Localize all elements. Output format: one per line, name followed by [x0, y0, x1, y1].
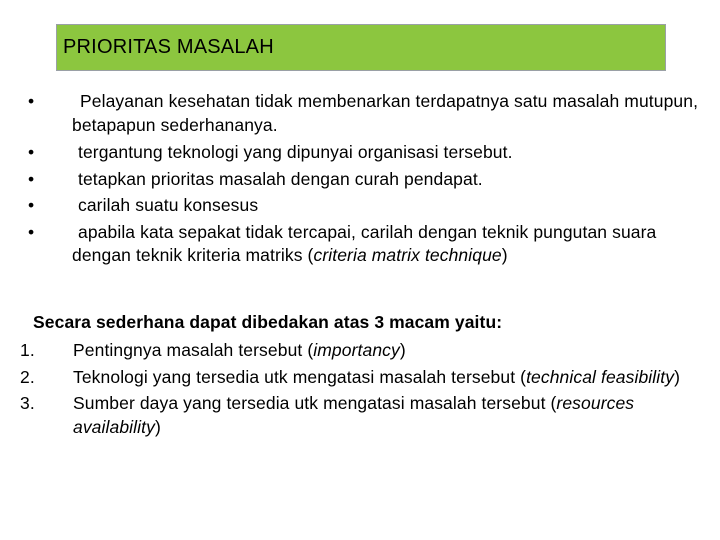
bullet-text — [72, 221, 702, 268]
bullet-icon: • — [28, 168, 35, 189]
list-item — [0, 194, 720, 218]
item-text-italic: importancy — [313, 340, 400, 360]
list-item — [0, 168, 720, 192]
item-number: 2. — [20, 366, 35, 387]
item-text-after: ) — [399, 340, 406, 360]
item-text-main: Pentingnya masalah tersebut ( — [73, 340, 314, 360]
bullet-list — [0, 90, 720, 268]
item-text — [73, 392, 703, 439]
item-text — [73, 339, 703, 363]
bullet-text: tergantung teknologi yang dipunyai organisasi tersebut. — [78, 142, 513, 162]
page-title: PRIORITAS MASALAH — [63, 36, 274, 58]
bullet-text-after: ) — [501, 245, 508, 265]
bullet-text: carilah suatu konsesus — [78, 195, 259, 215]
item-text-main: Teknologi yang tersedia utk mengatasi masalah tersebut ( — [73, 366, 527, 387]
item-text — [73, 366, 703, 390]
title-banner — [56, 24, 666, 71]
bullet-icon: • — [28, 91, 35, 111]
bullet-icon: • — [28, 142, 35, 162]
list-item — [0, 392, 720, 439]
bullet-text: Pelayanan kesehatan tidak membenarkan terdapatnya satu masalah mutupun, betapapun sederhananya. — [72, 91, 699, 135]
bullet-icon: • — [28, 221, 35, 242]
item-text-main: Sumber daya yang tersedia utk mengatasi masalah tersebut ( — [73, 393, 557, 413]
numbered-list — [0, 339, 720, 439]
bullet-text-main: apabila kata sepakat tidak tercapai, carilah dengan teknik pungutan suara dengan teknik kriteria matriks ( — [72, 221, 657, 265]
list-item — [0, 221, 720, 268]
item-number: 1. — [20, 340, 35, 360]
list-item — [0, 366, 720, 390]
bullet-text: tetapkan prioritas masalah dengan curah pendapat. — [78, 168, 483, 189]
bullet-icon: • — [28, 195, 35, 215]
list-item — [0, 339, 720, 363]
item-text-italic: technical feasibility — [526, 366, 675, 387]
list-item — [0, 141, 720, 165]
item-text-after: ) — [154, 416, 161, 437]
item-text-after: ) — [674, 366, 681, 387]
item-text-italic: resources availability — [73, 393, 635, 437]
bullet-text-italic: criteria matrix technique — [313, 245, 502, 265]
list-item — [0, 90, 720, 137]
item-number: 3. — [20, 393, 35, 413]
section-heading: Secara sederhana dapat dibedakan atas 3 macam yaitu: — [33, 312, 503, 332]
